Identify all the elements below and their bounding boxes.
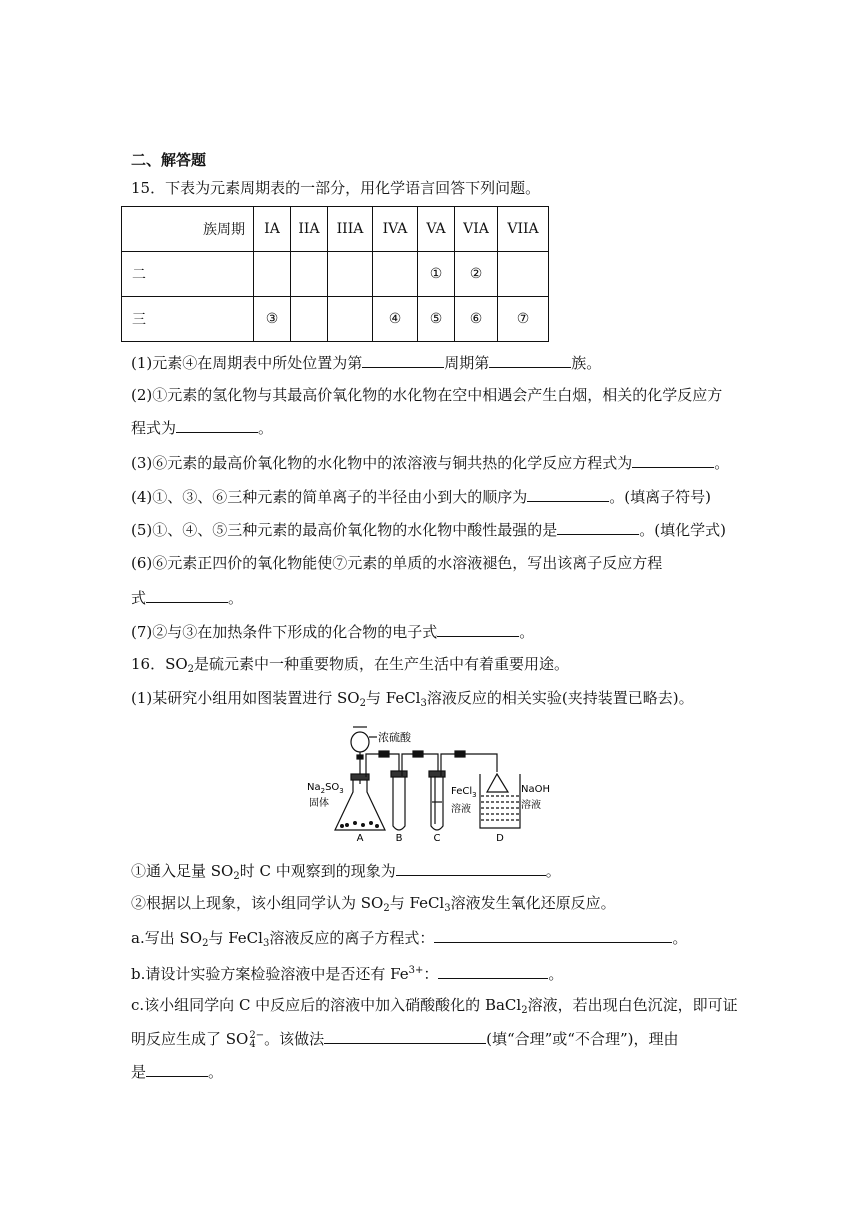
answer-blank[interactable] — [632, 452, 714, 468]
text: c.该小组同学向 C 中反应后的溶液中加入硝酸酸化的 BaCl — [131, 996, 522, 1014]
label-d: D — [496, 833, 504, 844]
table-cell — [291, 252, 328, 297]
answer-blank[interactable] — [146, 587, 228, 603]
text: 。该做法 — [264, 1030, 325, 1048]
table-cell: ④ — [373, 297, 418, 342]
subscript: 3 — [444, 903, 451, 914]
text: b.请设计实验方案检验溶液中是否还有 Fe — [131, 965, 409, 983]
text: 明反应生成了 SO — [131, 1030, 249, 1048]
table-cell: ① — [418, 252, 455, 297]
funnel-bulb — [351, 732, 369, 752]
ion-subscript: 4 — [249, 1039, 256, 1050]
group-header: VA — [418, 207, 455, 252]
text: 。 — [258, 419, 274, 437]
tube-b — [393, 774, 405, 830]
subscript: 2 — [187, 664, 195, 675]
table-header-row — [122, 207, 549, 252]
answer-blank[interactable] — [146, 1061, 208, 1077]
text: 时 C 中观察到的现象为 — [239, 862, 396, 880]
answer-blank[interactable] — [438, 963, 548, 979]
text: ①通入足量 SO — [131, 862, 234, 880]
q15-part5 — [131, 519, 726, 540]
answer-blank[interactable] — [527, 486, 609, 502]
funnel-valve — [357, 755, 363, 759]
text: (填“合理”或“不合理”)，理由 — [486, 1030, 679, 1048]
subscript: 2 — [521, 1005, 528, 1016]
solid-particle — [345, 823, 349, 827]
q15-part4 — [131, 486, 711, 507]
table-cell — [328, 297, 373, 342]
q16-step-c-line1 — [131, 995, 738, 1021]
subscript: 2 — [383, 903, 390, 914]
text: 。 — [545, 862, 561, 880]
fecl3-solution-label: 溶液 — [451, 804, 471, 815]
label-a: A — [356, 833, 364, 844]
text: 溶液反应的离子方程式： — [269, 929, 435, 947]
reagent-a-solid: 固体 — [309, 798, 329, 809]
section-title: 二、解答题 — [131, 151, 207, 169]
group-header: IA — [254, 207, 291, 252]
subscript: 3 — [262, 938, 270, 949]
q15-part6-line1: (6)⑥元素正四价的氧化物能使⑦元素的单质的水溶液褪色，写出该离子反应方程 — [131, 554, 663, 572]
q15-part3 — [131, 452, 729, 473]
label-b: B — [395, 833, 403, 844]
label-c: C — [433, 833, 441, 844]
group-header: VIIA — [498, 207, 549, 252]
solid-particle — [375, 824, 379, 828]
text: 程式为 — [131, 419, 177, 437]
table-cell — [328, 252, 373, 297]
superscript: 3+ — [408, 965, 424, 976]
text: 。 — [672, 929, 688, 947]
solid-particle — [361, 823, 365, 827]
tube-b-stopper — [391, 771, 407, 777]
naoh-solution-label: 溶液 — [521, 800, 541, 811]
table-cell: ② — [455, 252, 498, 297]
group-header: IVA — [373, 207, 418, 252]
text: 与 FeCl — [365, 689, 421, 707]
tube-c-stopper — [429, 771, 445, 777]
text: 与 FeCl — [208, 929, 263, 947]
q16-step1 — [131, 860, 561, 887]
answer-blank[interactable] — [362, 352, 444, 368]
text: (5)①、④、⑤三种元素的最高价氧化物的水化物中酸性最强的是 — [131, 521, 558, 539]
text: 是 — [131, 1063, 147, 1081]
q15-part1 — [131, 352, 601, 373]
text: 。(填化学式) — [639, 521, 726, 539]
q15-part2-line2 — [131, 417, 273, 438]
q16-step-c-line3 — [131, 1061, 223, 1082]
answer-blank[interactable] — [396, 860, 546, 876]
solid-particle — [369, 821, 373, 825]
connector — [413, 751, 423, 757]
acid-label: 浓硫酸 — [378, 731, 411, 744]
subscript: 3 — [420, 698, 427, 709]
table-cell — [498, 252, 549, 297]
group-header: IIA — [291, 207, 328, 252]
q15-part6-line2 — [131, 587, 243, 608]
table-cell: ⑥ — [455, 297, 498, 342]
text: 。 — [208, 1063, 224, 1081]
text: a.写出 SO — [131, 929, 203, 947]
text: 。 — [228, 589, 244, 607]
text: 式 — [131, 589, 147, 607]
group-header: IIIA — [328, 207, 373, 252]
text: 是硫元素中一种重要物质，在生产生活中有着重要用途。 — [194, 655, 570, 673]
text: ②根据以上现象，该小组同学认为 SO — [131, 894, 384, 912]
table-cell: ⑦ — [498, 297, 549, 342]
q16-step-a — [131, 927, 687, 954]
table-cell — [373, 252, 418, 297]
answer-blank[interactable] — [557, 519, 639, 535]
naoh-label: NaOH — [521, 784, 550, 795]
text: 。 — [548, 965, 564, 983]
text: 16．SO — [131, 655, 188, 673]
funnel-d — [487, 774, 508, 792]
answer-blank[interactable] — [176, 417, 258, 433]
sulfate-ion-index — [249, 1031, 264, 1049]
period-label: 二 — [122, 252, 254, 297]
text: 溶液反应的相关实验(夹持装置已略去)。 — [426, 689, 694, 707]
solid-particle — [353, 821, 357, 825]
table-row — [122, 297, 549, 342]
answer-blank[interactable] — [324, 1028, 486, 1044]
connector — [379, 751, 389, 757]
ion-charge: 2− — [249, 1030, 265, 1041]
text: 周期第 — [444, 354, 490, 372]
q15-intro: 15．下表为元素周期表的一部分，用化学语言回答下列问题。 — [131, 179, 541, 197]
solid-particle — [340, 824, 344, 828]
text: 。 — [714, 454, 730, 472]
text: (3)⑥元素的最高价氧化物的水化物中的浓溶液与铜共热的化学反应方程式为 — [131, 454, 633, 472]
subscript: 2 — [202, 938, 209, 949]
answer-blank[interactable] — [437, 621, 519, 637]
answer-blank[interactable] — [434, 927, 672, 943]
text: ： — [423, 965, 439, 983]
connector — [455, 751, 465, 757]
text: (7)②与③在加热条件下形成的化合物的电子式 — [131, 623, 438, 641]
answer-blank[interactable] — [489, 352, 571, 368]
table-cell: ③ — [254, 297, 291, 342]
table-cell — [254, 252, 291, 297]
q16-intro — [131, 654, 569, 680]
flask-a — [335, 777, 385, 830]
tube-cd — [441, 754, 497, 776]
period-label: 三 — [122, 297, 254, 342]
fecl3-label: FeCl$_3$ — [451, 786, 477, 799]
text: 溶液，若出现白色沉淀，即可证 — [527, 996, 738, 1014]
q16-step2 — [131, 893, 616, 919]
subscript: 2 — [233, 871, 240, 882]
table-cell: ⑤ — [418, 297, 455, 342]
text: 。 — [519, 623, 535, 641]
text: 。(填离子符号) — [609, 488, 711, 506]
text: (1)某研究小组用如图装置进行 SO — [131, 689, 360, 707]
text: (1)元素④在周期表中所处位置为第 — [131, 354, 363, 372]
text: (4)①、③、⑥三种元素的简单离子的半径由小到大的顺序为 — [131, 488, 528, 506]
subscript: 2 — [359, 698, 366, 709]
q16-step-b — [131, 961, 563, 984]
table-row — [122, 252, 549, 297]
table-cell — [291, 297, 328, 342]
reagent-a-label: $Na_2SO_3$ — [307, 782, 344, 795]
apparatus-diagram — [305, 722, 560, 844]
q16-step-c-line2 — [131, 1028, 679, 1049]
q16-part1 — [131, 688, 694, 714]
q15-part2-line1: (2)①元素的氢化物与其最高价氧化物的水化物在空中相遇会产生白烟，相关的化学反应方 — [131, 386, 723, 404]
table-corner: 族周期 — [122, 207, 254, 252]
text: 溶液发生氧化还原反应。 — [450, 894, 616, 912]
periodic-table — [121, 206, 549, 342]
group-header: VIA — [455, 207, 498, 252]
text: 族。 — [571, 354, 602, 372]
text: 与 FeCl — [389, 894, 445, 912]
q15-part7 — [131, 621, 534, 642]
